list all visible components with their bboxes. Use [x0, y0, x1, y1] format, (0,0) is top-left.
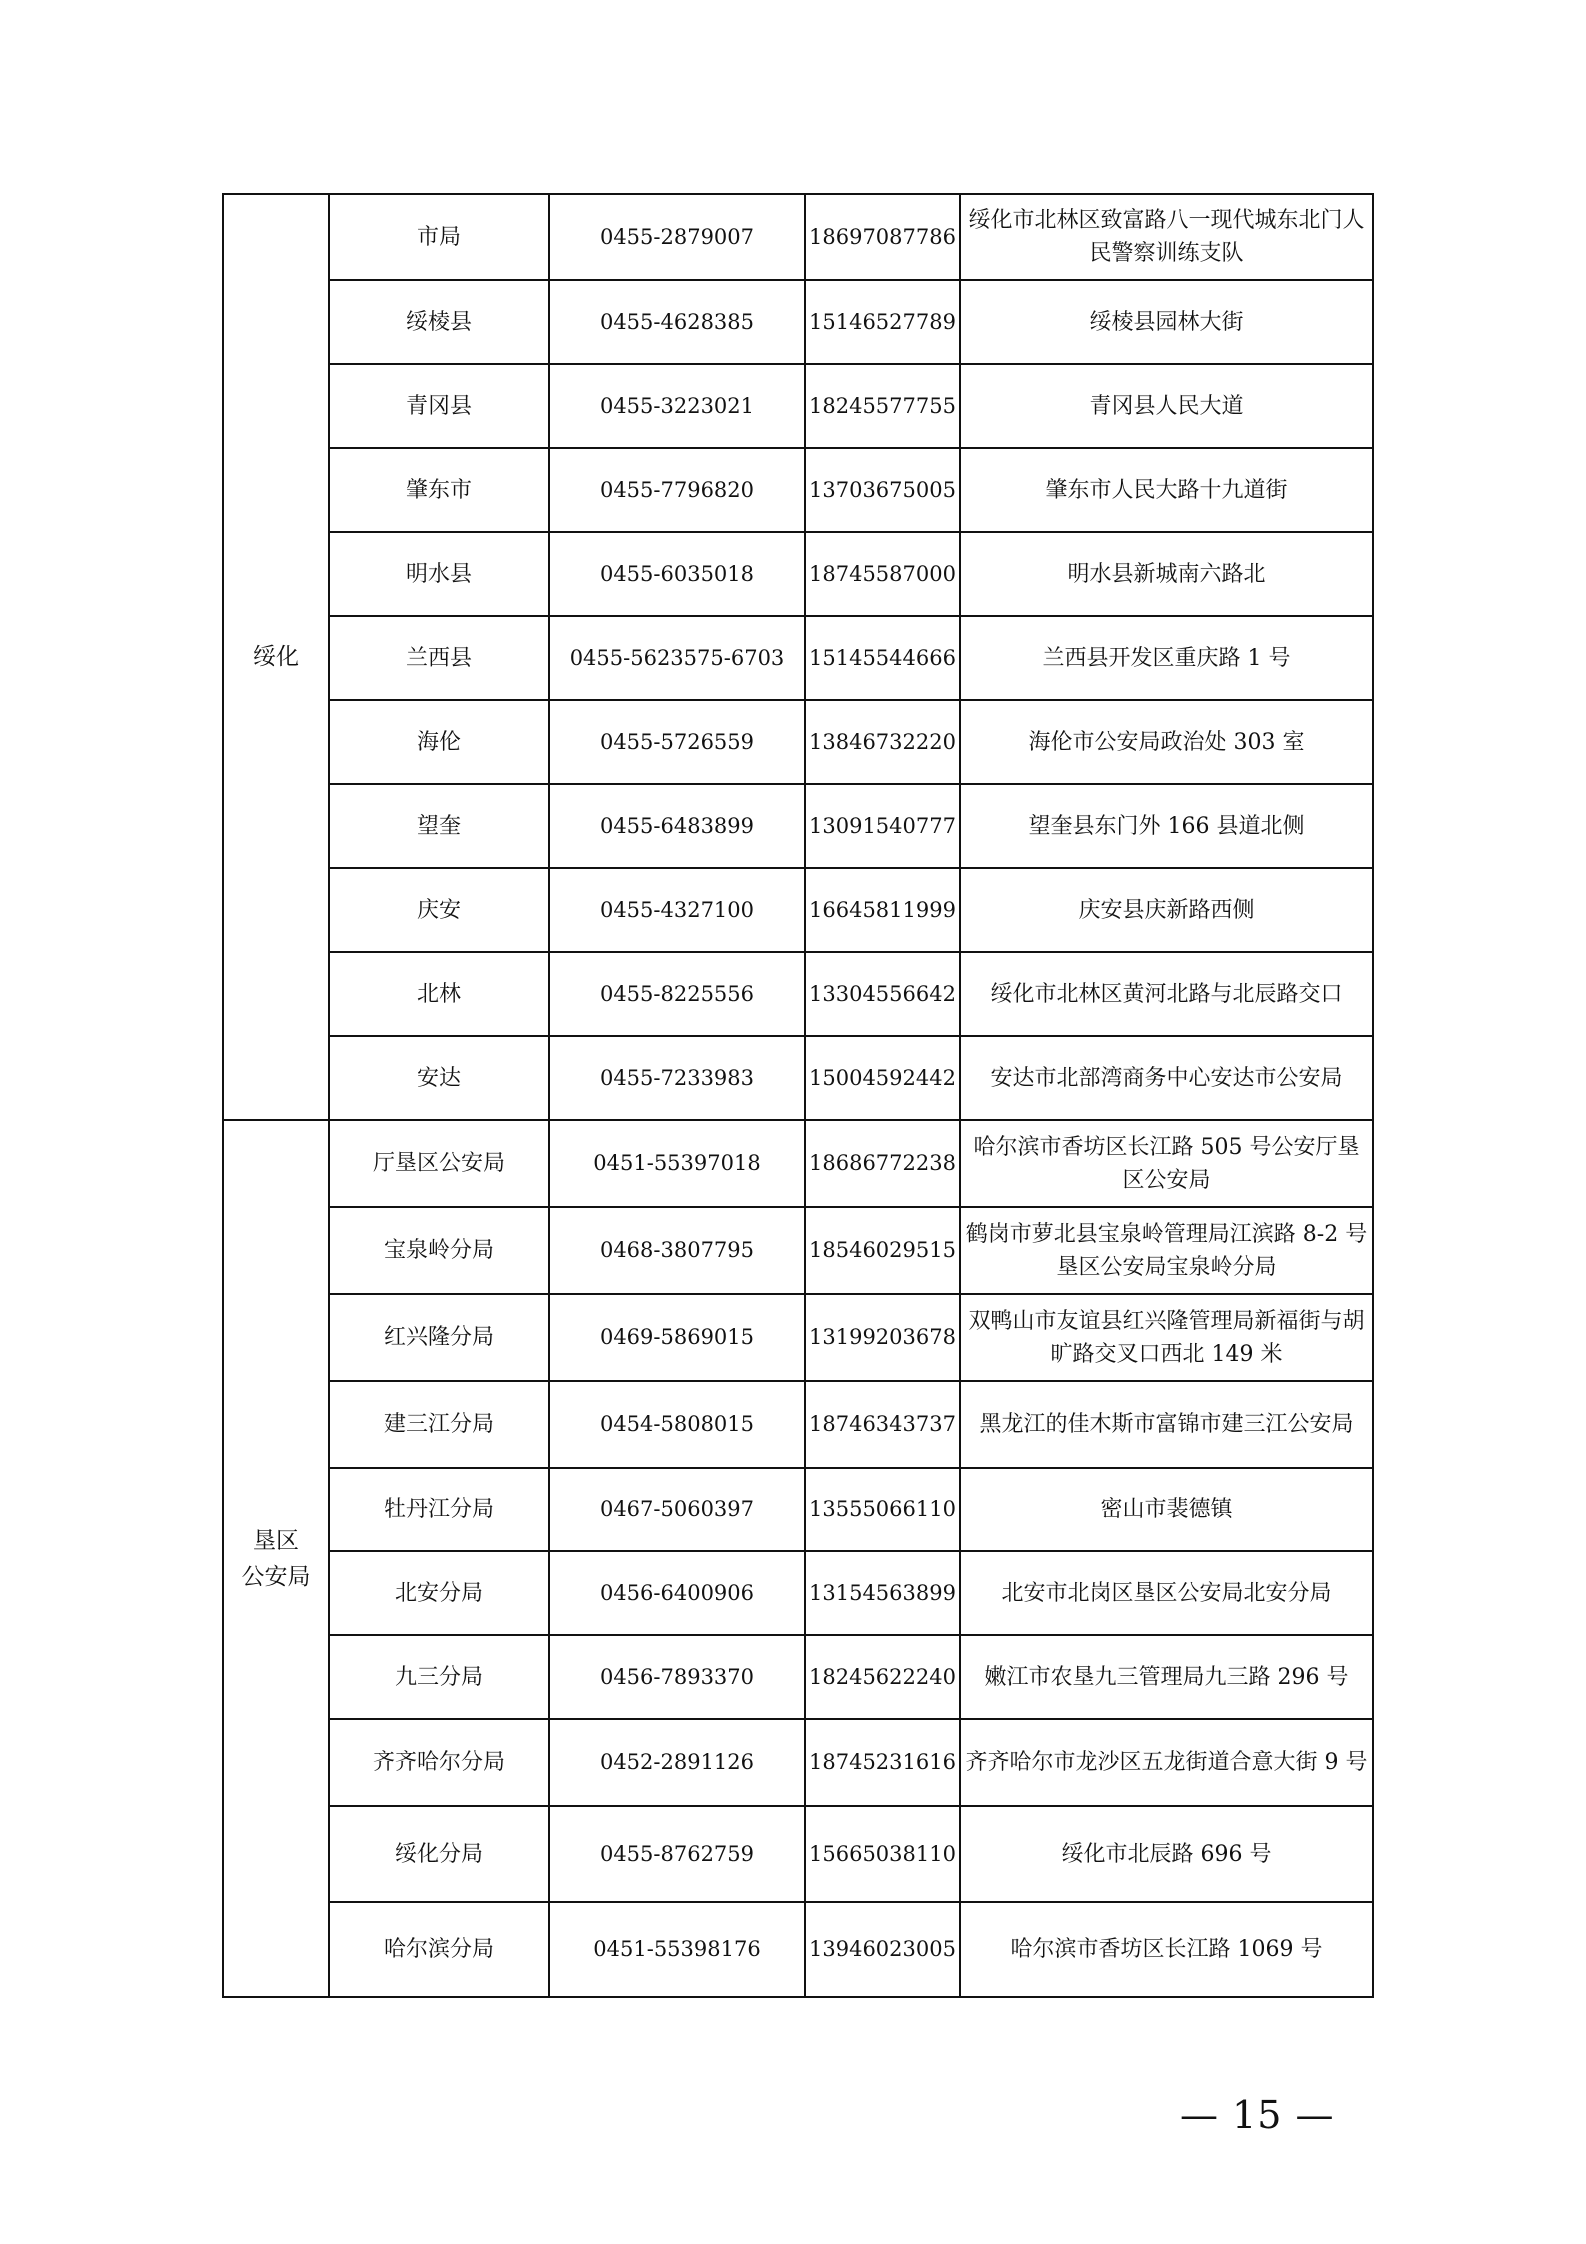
- mobile-cell: 13703675005: [805, 448, 960, 532]
- unit-cell: 绥棱县: [329, 280, 549, 364]
- address-cell: 兰西县开发区重庆路 1 号: [960, 616, 1373, 700]
- address-cell: 黑龙江的佳木斯市富锦市建三江公安局: [960, 1381, 1373, 1468]
- mobile-cell: 13154563899: [805, 1551, 960, 1635]
- mobile-cell: 15145544666: [805, 616, 960, 700]
- unit-cell: 安达: [329, 1036, 549, 1120]
- landline-cell: 0454-5808015: [549, 1381, 805, 1468]
- address-cell: 绥棱县园林大街: [960, 280, 1373, 364]
- table-row: [223, 1036, 1373, 1120]
- unit-cell: 绥化分局: [329, 1806, 549, 1902]
- landline-cell: 0455-8225556: [549, 952, 805, 1036]
- unit-cell: 建三江分局: [329, 1381, 549, 1468]
- address-cell: 鹤岗市萝北县宝泉岭管理局江滨路 8-2 号垦区公安局宝泉岭分局: [960, 1207, 1373, 1294]
- address-cell: 海伦市公安局政治处 303 室: [960, 700, 1373, 784]
- page-number: — 15 —: [1180, 2093, 1335, 2137]
- mobile-cell: 18546029515: [805, 1207, 960, 1294]
- unit-cell: 九三分局: [329, 1635, 549, 1719]
- address-cell: 北安市北岗区垦区公安局北安分局: [960, 1551, 1373, 1635]
- table-row: [223, 280, 1373, 364]
- landline-cell: 0455-8762759: [549, 1806, 805, 1902]
- unit-cell: 肇东市: [329, 448, 549, 532]
- landline-cell: 0451-55398176: [549, 1902, 805, 1997]
- unit-cell: 齐齐哈尔分局: [329, 1719, 549, 1806]
- unit-cell: 市局: [329, 194, 549, 280]
- landline-cell: 0468-3807795: [549, 1207, 805, 1294]
- unit-cell: 明水县: [329, 532, 549, 616]
- landline-cell: 0455-6483899: [549, 784, 805, 868]
- landline-cell: 0455-7233983: [549, 1036, 805, 1120]
- table-row: [223, 1468, 1373, 1551]
- region-cell: 绥化: [223, 194, 329, 1120]
- mobile-cell: 13846732220: [805, 700, 960, 784]
- address-cell: 密山市裴德镇: [960, 1468, 1373, 1551]
- table-row: [223, 1806, 1373, 1902]
- table-row: [223, 364, 1373, 448]
- address-cell: 肇东市人民大路十九道街: [960, 448, 1373, 532]
- table-row: [223, 1294, 1373, 1381]
- unit-cell: 哈尔滨分局: [329, 1902, 549, 1997]
- region-line: 垦区: [253, 1527, 299, 1554]
- table-row: [223, 868, 1373, 952]
- mobile-cell: 13304556642: [805, 952, 960, 1036]
- unit-cell: 兰西县: [329, 616, 549, 700]
- table-row: [223, 1719, 1373, 1806]
- landline-cell: 0467-5060397: [549, 1468, 805, 1551]
- mobile-cell: 18686772238: [805, 1120, 960, 1207]
- unit-cell: 海伦: [329, 700, 549, 784]
- table-row: [223, 1120, 1373, 1207]
- table-row: [223, 1207, 1373, 1294]
- contacts-table-body: [223, 194, 1373, 1997]
- mobile-cell: 18746343737: [805, 1381, 960, 1468]
- unit-cell: 北林: [329, 952, 549, 1036]
- unit-cell: 宝泉岭分局: [329, 1207, 549, 1294]
- landline-cell: 0452-2891126: [549, 1719, 805, 1806]
- contacts-table: [222, 193, 1374, 1998]
- unit-cell: 厅垦区公安局: [329, 1120, 549, 1207]
- landline-cell: 0456-7893370: [549, 1635, 805, 1719]
- mobile-cell: 13091540777: [805, 784, 960, 868]
- address-cell: 哈尔滨市香坊区长江路 1069 号: [960, 1902, 1373, 1997]
- table-row: [223, 448, 1373, 532]
- address-cell: 望奎县东门外 166 县道北侧: [960, 784, 1373, 868]
- landline-cell: 0455-7796820: [549, 448, 805, 532]
- mobile-cell: 18745587000: [805, 532, 960, 616]
- table-row: [223, 1635, 1373, 1719]
- table-row: [223, 952, 1373, 1036]
- landline-cell: 0455-5623575-6703: [549, 616, 805, 700]
- mobile-cell: 15665038110: [805, 1806, 960, 1902]
- table-row: [223, 1551, 1373, 1635]
- landline-cell: 0456-6400906: [549, 1551, 805, 1635]
- table-row: [223, 532, 1373, 616]
- landline-cell: 0455-3223021: [549, 364, 805, 448]
- table-row: [223, 616, 1373, 700]
- unit-cell: 北安分局: [329, 1551, 549, 1635]
- landline-cell: 0455-4327100: [549, 868, 805, 952]
- mobile-cell: 13199203678: [805, 1294, 960, 1381]
- mobile-cell: 15146527789: [805, 280, 960, 364]
- address-cell: 绥化市北林区致富路八一现代城东北门人民警察训练支队: [960, 194, 1373, 280]
- region-line: 公安局: [241, 1563, 311, 1590]
- landline-cell: 0455-4628385: [549, 280, 805, 364]
- mobile-cell: 18245577755: [805, 364, 960, 448]
- address-cell: 安达市北部湾商务中心安达市公安局: [960, 1036, 1373, 1120]
- unit-cell: 庆安: [329, 868, 549, 952]
- mobile-cell: 15004592442: [805, 1036, 960, 1120]
- address-cell: 双鸭山市友谊县红兴隆管理局新福街与胡旷路交叉口西北 149 米: [960, 1294, 1373, 1381]
- table-row: [223, 1381, 1373, 1468]
- unit-cell: 望奎: [329, 784, 549, 868]
- landline-cell: 0451-55397018: [549, 1120, 805, 1207]
- address-cell: 青冈县人民大道: [960, 364, 1373, 448]
- mobile-cell: 18745231616: [805, 1719, 960, 1806]
- unit-cell: 牡丹江分局: [329, 1468, 549, 1551]
- landline-cell: 0455-5726559: [549, 700, 805, 784]
- unit-cell: 青冈县: [329, 364, 549, 448]
- table-row: [223, 700, 1373, 784]
- mobile-cell: 18245622240: [805, 1635, 960, 1719]
- address-cell: 齐齐哈尔市龙沙区五龙街道合意大街 9 号: [960, 1719, 1373, 1806]
- address-cell: 庆安县庆新路西侧: [960, 868, 1373, 952]
- landline-cell: 0455-6035018: [549, 532, 805, 616]
- mobile-cell: 18697087786: [805, 194, 960, 280]
- address-cell: 明水县新城南六路北: [960, 532, 1373, 616]
- table-row: [223, 1902, 1373, 1997]
- mobile-cell: 13946023005: [805, 1902, 960, 1997]
- address-cell: 嫩江市农垦九三管理局九三路 296 号: [960, 1635, 1373, 1719]
- landline-cell: 0469-5869015: [549, 1294, 805, 1381]
- mobile-cell: 13555066110: [805, 1468, 960, 1551]
- region-cell: [223, 1120, 329, 1997]
- mobile-cell: 16645811999: [805, 868, 960, 952]
- unit-cell: 红兴隆分局: [329, 1294, 549, 1381]
- address-cell: 哈尔滨市香坊区长江路 505 号公安厅垦区公安局: [960, 1120, 1373, 1207]
- table-row: [223, 784, 1373, 868]
- table-row: [223, 194, 1373, 280]
- address-cell: 绥化市北林区黄河北路与北辰路交口: [960, 952, 1373, 1036]
- landline-cell: 0455-2879007: [549, 194, 805, 280]
- address-cell: 绥化市北辰路 696 号: [960, 1806, 1373, 1902]
